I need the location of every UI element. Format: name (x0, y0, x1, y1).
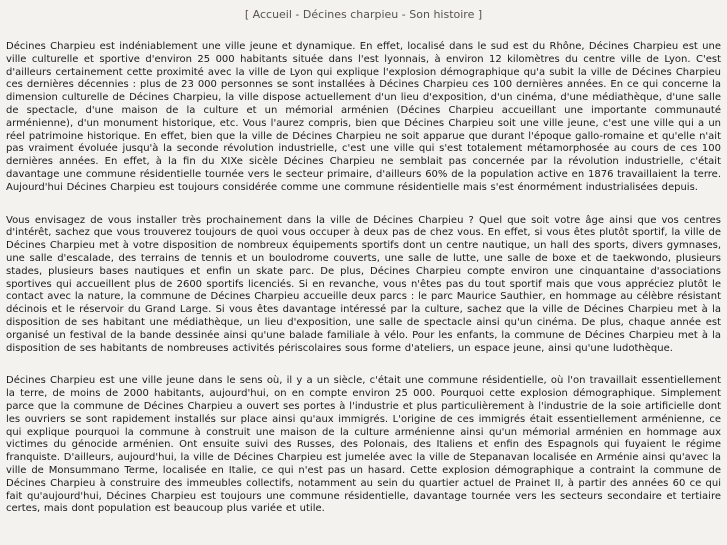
breadcrumb (6, 0, 721, 21)
nav-link-son-histoire[interactable]: Son histoire (409, 8, 475, 21)
nav-link-decines-charpieu[interactable]: Décines charpieu (302, 8, 399, 21)
paragraph-history: Décines Charpieu est indéniablement une ville jeune et dynamique. En effet, localisé dans le sud est du Rhône, Décines Charpieu est une ville culturelle et sportive d'environ 25 000 habitants située dans l'est lyonnais, à environ 12 kilomètres du centre ville de Lyon. C'est d'ailleurs certainement cette proximité avec la ville de Lyon qui explique l'explosion démographique qu'a subit la ville de Décines Charpieu ces dernières décennies : plus de 23 000 personnes se sont installées à Décines Charpieu ces 100 dernières années. En ce qui concerne la dimension culturelle de Décines Charpieu, la ville dispose actuellement d'un lieu d'exposition, d'un cinéma, d'une médiathèque, d'une salle de spectacle, d'une maison de la culture et un mémorial arménien (Décines Charpieu accueillant une importante communauté arménienne), d'un monument historique, etc. Vous l'aurez compris, bien que Décines Charpieu soit une ville jeune, c'est une ville qui a un réel patrimoine historique. En effet, bien que la ville de Décines Charpieu ne soit apparue que durant l'époque gallo-romaine et qu'elle n'ait pas vraiment évoluée jusqu'à la seconde révolution industrielle, c'est une ville qui s'est totalement métamorphosée au cours de ces 100 dernières années. En effet, à la fin du XIXe sicèle Décines Charpieu ne semblait pas concernée par la révolution industrielle, c'était davantage une commune résidentielle tournée vers le secteur primaire, d'ailleurs 60% de la population active en 1876 travaillaient la terre. Aujourd'hui Décines Charpieu est toujours considérée comme une commune résidentielle mais s'est énormément industrialisées depuis. (6, 41, 721, 193)
paragraph-activities: Vous envisagez de vous installer très prochainement dans la ville de Décines Charpieu ? Quel que soit votre âge ainsi que vos centres d'intérêt, sachez que vous trouverez toujours de quoi vous occuper à deux pas de chez vous. En effet, si vous êtes plutôt sportif, la ville de Décines Charpieu met à votre disposition de nombreux équipements sportifs dont un centre nautique, un hall des sports, divers gymnases, une salle d'escalade, des terrains de tennis et un boulodrome couverts, une salle de lutte, une salle de boxe et de taekwondo, plusieurs stades, plusieurs bases nautiques et enfin un skate parc. De plus, Décines Charpieu compte environ une cinquantaine d'associations sportives qui accueillent plus de 2600 sportifs licenciés. Si en revanche, vous n'êtes pas du tout sportif mais que vous appréciez plutôt le contact avec la nature, la commune de Décines Charpieu accueille deux parcs : le parc Maurice Sauthier, en hommage au célèbre résistant décinois et le réservoir du Grand Large. Si vous êtes davantage intéressé par la culture, sachez que la ville de Décines Charpieu met à la disposition de ses habitant une médiathèque, un lieu d'exposition, une salle de spectacle ainsi qu'un cinéma. De plus, chaque année est organisé un festival de la bande dessinée ainsi qu'une balade familiale à vélo. Pour les enfants, la commune de Décines Charpieu met à la disposition de ses habitants de nombreuses activités périscolaires sous forme d'ateliers, un espace jeune, ainsi qu'une ludothèque. (6, 214, 721, 354)
nav-separator: - (295, 8, 300, 21)
paragraph-demography: Décines Charpieu est une ville jeune dans le sens où, il y a un siècle, c'était une commune résidentielle, où l'on travaillait essentiellement la terre, de moins de 2000 habitants, aujourd'hui, on en compte environ 25 000. Pourquoi cette explosion démographique. Simplement parce que la commune de Décines Charpieu a ouvert ses portes à l'industrie et plus particulièrement à l'industrie de la soie artificielle dont les ouvriers se sont rapidement installés sur place ainsi qu'aux immigrés. L'origine de ces immigrés était essentiellement arménienne, ce qui explique pourquoi la commune à construit une maison de la culture arménienne ainsi qu'un mémorial arménien en hommage aux victimes du génocide arménien. Ont ensuite suivi des Russes, des Polonais, des Italiens et enfin des Espagnols qui fuyaient le régime franquiste. D'ailleurs, aujourd'hui, la ville de Décines Charpieu est jumelée avec la ville de Stepanavan localisée en Arménie ainsi qu'avec la ville de Monsummano Terme, localisée en Italie, ce qui n'est pas un hasard. Cette explosion démographique a contraint la commune de Décines Charpieu à construire des immeubles collectifs, notamment au sein du quartier actuel de Prainet II, à partir des années 60 ce qui fait qu'aujourd'hui, Décines Charpieu est toujours une commune résidentielle, davantage tournée vers les secteurs secondaire et tertiaire certes, mais dont population est beaucoup plus variée et utile. (6, 375, 721, 515)
nav-separator: - (401, 8, 406, 21)
bracket-open: [ (244, 8, 250, 21)
nav-link-accueil[interactable]: Accueil (252, 8, 292, 21)
bracket-close: ] (477, 8, 483, 21)
